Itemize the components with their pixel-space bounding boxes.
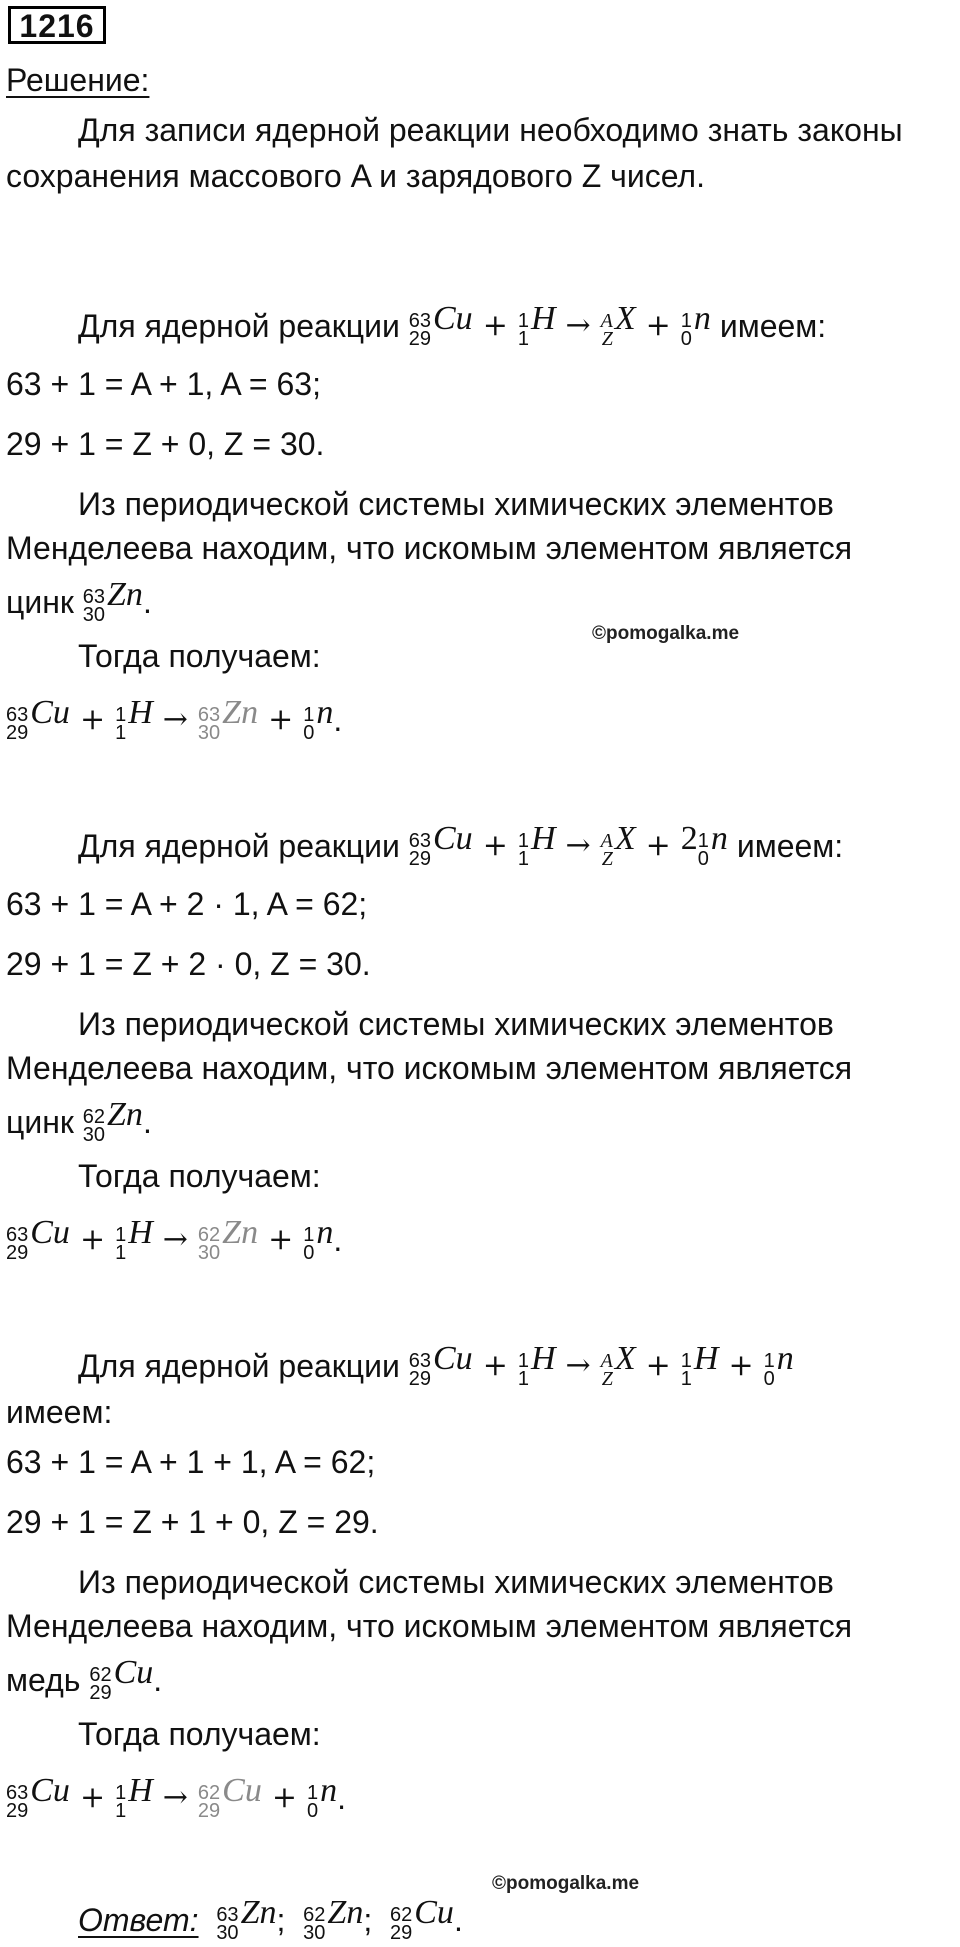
reaction-3-line: Для ядерной реакции 63 29 Cu + 1 1 H → A Z X + 1 1 H + 1 0 n [78,1340,794,1390]
section-1-search-2: Менделеева находим, что искомым элементом является [6,530,853,566]
watermark-1: ©pomogalka.me [592,623,740,644]
section-1-then: Тогда получаем: [78,638,321,674]
section-1-eq1: 63 + 1 = A + 1, A = 63; [6,366,321,402]
answer-item-1: 63 30 Zn [216,1894,277,1944]
section-2-eq1: 63 + 1 = A + 2 · 1, A = 62; [6,886,368,922]
answer-item-2: 62 30 Zn [303,1894,364,1944]
section-3-search-1: Из периодической системы химических элементов [78,1564,834,1600]
answer-label: Ответ: [78,1902,199,1938]
section-3-eq2: 29 + 1 = Z + 1 + 0, Z = 29. [6,1504,379,1540]
nuclide-h: 1 1 H [517,300,556,350]
answer-line: Ответ: 63 30 Zn ; 62 30 Zn ; 62 29 Cu . [78,1894,463,1944]
section-2-search-1: Из периодической системы химических элементов [78,1006,834,1042]
section-3-then: Тогда получаем: [78,1716,321,1752]
section-3-result: 63 29 Cu + 1 1 H → 62 29 Cu + 1 0 n . [6,1772,346,1822]
section-1-element: цинк 63 30 Zn . [6,576,152,626]
section-2-result: 63 29 Cu + 1 1 H → 62 30 Zn + 1 0 n . [6,1214,343,1264]
intro-line-2: сохранения массового A и зарядового Z чисел. [6,158,705,194]
section-2-then: Тогда получаем: [78,1158,321,1194]
section-2-element: цинк 62 30 Zn . [6,1096,152,1146]
nuclide-n: 1 0 n [680,300,711,350]
nuclide-cu: 63 29 Cu [408,300,473,350]
solution-heading: Решение: [6,62,150,98]
section-3-search-2: Менделеева находим, что искомым элементом является [6,1608,853,1644]
reaction-3-have: имеем: [6,1394,113,1430]
intro-line-1: Для записи ядерной реакции необходимо знать законы [78,112,903,148]
reaction-1-have: имеем: [719,308,827,344]
section-3-product: 62 29 Cu [197,1772,262,1822]
watermark-2: ©pomogalka.me [492,1873,640,1894]
section-1-result: 63 29 Cu + 1 1 H → 63 30 Zn + 1 0 n . [6,694,343,744]
reaction-1-line: Для ядерной реакции 63 29 Cu + 1 1 H → A Z X + 1 0 n имеем: [78,300,827,350]
section-1-product: 63 30 Zn [197,694,259,744]
section-2-search-2: Менделеева находим, что искомым элементом является [6,1050,853,1086]
nuclide-x: A Z X [600,300,636,350]
problem-number: 1216 [8,6,106,44]
section-1-eq2: 29 + 1 = Z + 0, Z = 30. [6,426,325,462]
section-3-eq1: 63 + 1 = A + 1 + 1, A = 62; [6,1444,376,1480]
section-3-element: медь 62 29 Cu . [6,1654,163,1704]
section-2-eq2: 29 + 1 = Z + 2 · 0, Z = 30. [6,946,371,982]
reaction-1-prefix: Для ядерной реакции [78,308,400,344]
answer-item-3: 62 29 Cu [390,1894,454,1944]
reaction-2-line: Для ядерной реакции 63 29 Cu + 1 1 H → A Z X + 2 1 0 n имеем: [78,820,844,870]
section-2-product: 62 30 Zn [197,1214,259,1264]
section-1-search-1: Из периодической системы химических элементов [78,486,834,522]
